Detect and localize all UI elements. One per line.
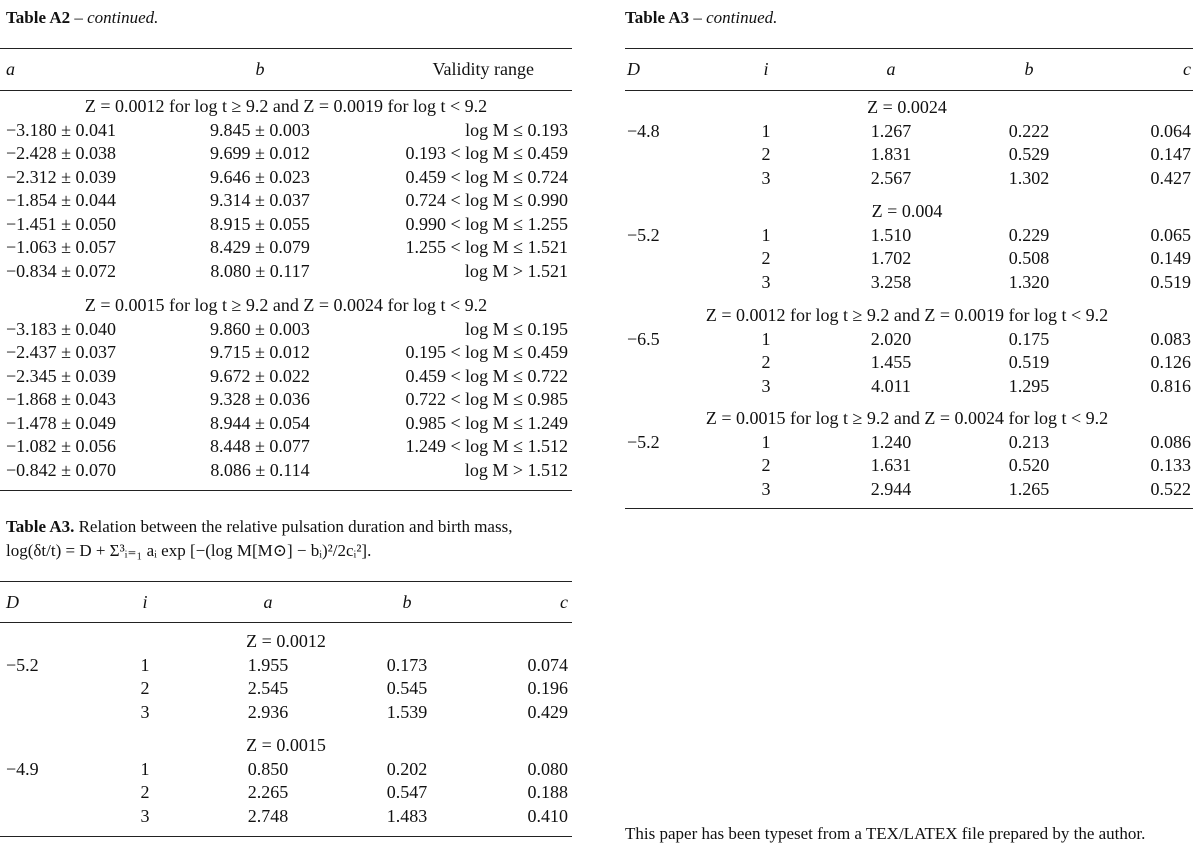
cell-a: 1.631 — [870, 455, 912, 475]
table-a2-caption — [6, 6, 158, 30]
header-b: b — [402, 592, 412, 612]
table-a2-bottom-rule — [0, 490, 572, 491]
cell-c: 0.133 — [1150, 455, 1191, 475]
cell-validity: 1.249 < log M ≤ 1.512 — [405, 436, 568, 456]
cell-b: 9.715 ± 0.012 — [210, 342, 310, 362]
cell-i: 2 — [761, 352, 771, 372]
cell-validity: 0.722 < log M ≤ 0.985 — [405, 389, 568, 409]
cell-c: 0.126 — [1150, 352, 1191, 372]
cell-b: 0.173 — [386, 654, 428, 675]
table-a3-bottom-rule — [0, 836, 572, 837]
cell-validity: 0.990 < log M ≤ 1.255 — [405, 213, 568, 234]
group-label: Z = 0.0015 for log t ≥ 9.2 and Z = 0.0024 for log t < 9.2 — [84, 295, 488, 315]
cell-c: 0.065 — [1150, 224, 1191, 245]
cell-b: 9.860 ± 0.003 — [210, 318, 310, 339]
cell-b: 0.222 — [1008, 120, 1050, 141]
header-a: a — [263, 592, 273, 612]
cell-c: 0.149 — [1150, 248, 1191, 268]
cell-a: 2.936 — [247, 701, 289, 722]
cell-a: −3.183 ± 0.040 — [6, 318, 117, 339]
cell-i: 3 — [140, 805, 150, 826]
cell-b: 0.519 — [1008, 352, 1050, 372]
cell-validity: 0.985 < log M ≤ 1.249 — [405, 412, 568, 433]
caption-dash: – — [74, 8, 83, 27]
header-D: D — [6, 592, 19, 612]
cell-i: 3 — [761, 478, 771, 499]
cell-b: 9.672 ± 0.022 — [210, 365, 310, 386]
cell-b: 0.175 — [1008, 328, 1050, 349]
cell-validity: 0.459 < log M ≤ 0.724 — [405, 166, 568, 187]
cell-b: 8.080 ± 0.117 — [210, 260, 310, 281]
header-b: b — [1024, 59, 1034, 79]
cell-validity: 0.195 < log M ≤ 0.459 — [405, 342, 568, 362]
cell-a: −0.834 ± 0.072 — [6, 260, 117, 281]
cell-c: 0.410 — [527, 805, 568, 826]
cell-b: 1.295 — [1008, 375, 1050, 396]
cell-a: −0.842 ± 0.070 — [6, 459, 117, 480]
cell-D: −4.8 — [627, 120, 660, 141]
group-label: Z = 0.0015 for log t ≥ 9.2 and Z = 0.0024 for log t < 9.2 — [705, 408, 1109, 428]
cell-D: −5.2 — [627, 431, 660, 452]
table-a2-header-rule — [0, 90, 572, 91]
cell-a: −1.063 ± 0.057 — [6, 237, 117, 257]
cell-a: 2.545 — [247, 678, 289, 698]
cell-c: 0.427 — [1150, 167, 1191, 188]
cell-a: 1.240 — [870, 431, 912, 452]
cell-b: 1.483 — [386, 805, 428, 826]
cell-a: −2.428 ± 0.038 — [6, 143, 117, 163]
cell-i: 3 — [761, 167, 771, 188]
cell-a: 1.955 — [247, 654, 289, 675]
cell-b: 8.915 ± 0.055 — [210, 213, 310, 234]
cell-a: −1.868 ± 0.043 — [6, 389, 117, 409]
cell-b: 1.302 — [1008, 167, 1050, 188]
group-label: Z = 0.0012 for log t ≥ 9.2 and Z = 0.0019 for log t < 9.2 — [84, 96, 488, 116]
table-a3-caption-formula: log(δt/t) = D + Σ³ᵢ₌₁ aᵢ exp [−(log M[M⊙] − bᵢ)²/2cᵢ²]. — [6, 541, 372, 560]
group-label: Z = 0.0024 — [867, 97, 947, 117]
caption-label: Table A3 — [625, 8, 690, 27]
caption-dash: – — [693, 8, 702, 27]
cell-i: 2 — [761, 248, 771, 268]
header-i: i — [763, 59, 769, 79]
table-a2-header-validity: Validity range — [432, 59, 534, 79]
caption-label: Table A2 — [6, 8, 71, 27]
cell-i: 1 — [761, 120, 771, 141]
cell-b: 8.086 ± 0.114 — [210, 459, 310, 480]
cell-c: 0.429 — [527, 701, 568, 722]
cell-i: 1 — [761, 224, 771, 245]
cell-validity: log M > 1.512 — [464, 459, 568, 480]
cell-validity: 1.255 < log M ≤ 1.521 — [405, 237, 568, 257]
table-a3-header-rule — [0, 622, 572, 623]
cell-b: 1.265 — [1008, 478, 1050, 499]
cell-b: 1.539 — [386, 701, 428, 722]
cell-a: −1.451 ± 0.050 — [6, 213, 117, 234]
cell-b: 0.547 — [386, 782, 428, 802]
cell-i: 3 — [761, 271, 771, 292]
header-i: i — [142, 592, 148, 612]
cell-validity: 0.459 < log M ≤ 0.722 — [405, 365, 568, 386]
cell-c: 0.080 — [527, 758, 568, 779]
cell-i: 1 — [140, 654, 150, 675]
group-label: Z = 0.0012 for log t ≥ 9.2 and Z = 0.0019 for log t < 9.2 — [705, 305, 1109, 325]
cell-a: 1.831 — [870, 144, 912, 164]
cell-a: 2.944 — [870, 478, 912, 499]
cell-a: 4.011 — [871, 375, 911, 396]
cell-b: 9.328 ± 0.036 — [210, 389, 310, 409]
header-c: c — [1183, 59, 1191, 79]
caption-text: Relation between the relative pulsation duration and birth mass, — [78, 517, 513, 536]
cell-b: 8.448 ± 0.077 — [210, 436, 310, 456]
table-a3c-header-rule — [625, 90, 1193, 91]
caption-suffix: continued. — [706, 8, 778, 27]
cell-i: 3 — [761, 375, 771, 396]
cell-a: −3.180 ± 0.041 — [6, 119, 117, 140]
cell-i: 1 — [761, 431, 771, 452]
cell-b: 0.229 — [1008, 224, 1050, 245]
cell-a: 1.702 — [870, 248, 912, 268]
cell-c: 0.064 — [1150, 120, 1191, 141]
cell-c: 0.522 — [1150, 478, 1191, 499]
cell-b: 9.699 ± 0.012 — [210, 143, 310, 163]
cell-c: 0.083 — [1150, 328, 1191, 349]
cell-b: 0.202 — [386, 758, 428, 779]
cell-c: 0.074 — [527, 654, 568, 675]
typeset-note: This paper has been typeset from a TEX/LATEX file prepared by the author. — [625, 824, 1146, 843]
cell-validity: 0.193 < log M ≤ 0.459 — [405, 143, 568, 163]
cell-c: 0.816 — [1150, 375, 1191, 396]
cell-a: 3.258 — [870, 271, 912, 292]
cell-validity: log M ≤ 0.193 — [465, 119, 568, 140]
group-label: Z = 0.004 — [871, 201, 943, 221]
cell-a: −1.854 ± 0.044 — [6, 190, 117, 210]
table-a2-top-rule — [0, 48, 572, 49]
cell-i: 2 — [140, 678, 150, 698]
cell-D: −5.2 — [627, 224, 660, 245]
cell-i: 3 — [140, 701, 150, 722]
group-label: Z = 0.0012 — [246, 631, 326, 651]
cell-i: 2 — [761, 144, 771, 164]
table-a2-header-a: a — [6, 59, 15, 79]
cell-validity: log M > 1.521 — [464, 260, 568, 281]
cell-c: 0.188 — [527, 782, 568, 802]
cell-b: 9.314 ± 0.037 — [210, 190, 310, 210]
table-a2-header-b: b — [255, 59, 265, 79]
table-a3c-bottom-rule — [625, 508, 1193, 509]
cell-D: −5.2 — [6, 654, 39, 675]
cell-b: 0.508 — [1008, 248, 1050, 268]
header-D: D — [627, 59, 640, 79]
cell-a: 0.850 — [247, 758, 289, 779]
cell-i: 2 — [761, 455, 771, 475]
caption-suffix: continued. — [87, 8, 159, 27]
cell-b: 0.529 — [1008, 144, 1050, 164]
group-label: Z = 0.0015 — [246, 735, 326, 755]
table-a3c-caption — [625, 6, 777, 30]
cell-a: 1.267 — [870, 120, 912, 141]
table-a3c-top-rule — [625, 48, 1193, 49]
cell-a: −2.437 ± 0.037 — [6, 342, 117, 362]
cell-a: −2.345 ± 0.039 — [6, 365, 117, 386]
cell-a: 2.265 — [247, 782, 289, 802]
cell-a: 1.455 — [870, 352, 912, 372]
table-a3-top-rule — [0, 581, 572, 582]
cell-D: −4.9 — [6, 758, 39, 779]
caption-label: Table A3. — [6, 517, 75, 536]
cell-validity: log M ≤ 0.195 — [465, 318, 568, 339]
cell-D: −6.5 — [627, 328, 660, 349]
cell-c: 0.086 — [1150, 431, 1191, 452]
cell-validity: 0.724 < log M ≤ 0.990 — [405, 190, 568, 210]
header-a: a — [886, 59, 896, 79]
cell-c: 0.519 — [1150, 271, 1191, 292]
cell-b: 1.320 — [1008, 271, 1050, 292]
cell-b: 8.944 ± 0.054 — [210, 412, 310, 433]
cell-a: 2.567 — [870, 167, 912, 188]
cell-b: 0.520 — [1008, 455, 1050, 475]
cell-a: 2.748 — [247, 805, 289, 826]
cell-b: 9.845 ± 0.003 — [210, 119, 310, 140]
cell-a: −2.312 ± 0.039 — [6, 166, 117, 187]
cell-b: 0.545 — [386, 678, 428, 698]
cell-a: −1.478 ± 0.049 — [6, 412, 117, 433]
cell-i: 1 — [761, 328, 771, 349]
table-a3-caption — [6, 515, 512, 539]
cell-c: 0.147 — [1150, 144, 1191, 164]
cell-b: 8.429 ± 0.079 — [210, 237, 310, 257]
cell-i: 2 — [140, 782, 150, 802]
cell-a: 1.510 — [870, 224, 912, 245]
cell-b: 0.213 — [1008, 431, 1050, 452]
cell-b: 9.646 ± 0.023 — [210, 166, 310, 187]
cell-a: 2.020 — [870, 328, 912, 349]
cell-i: 1 — [140, 758, 150, 779]
cell-a: −1.082 ± 0.056 — [6, 436, 117, 456]
header-c: c — [560, 592, 568, 612]
cell-c: 0.196 — [527, 678, 568, 698]
